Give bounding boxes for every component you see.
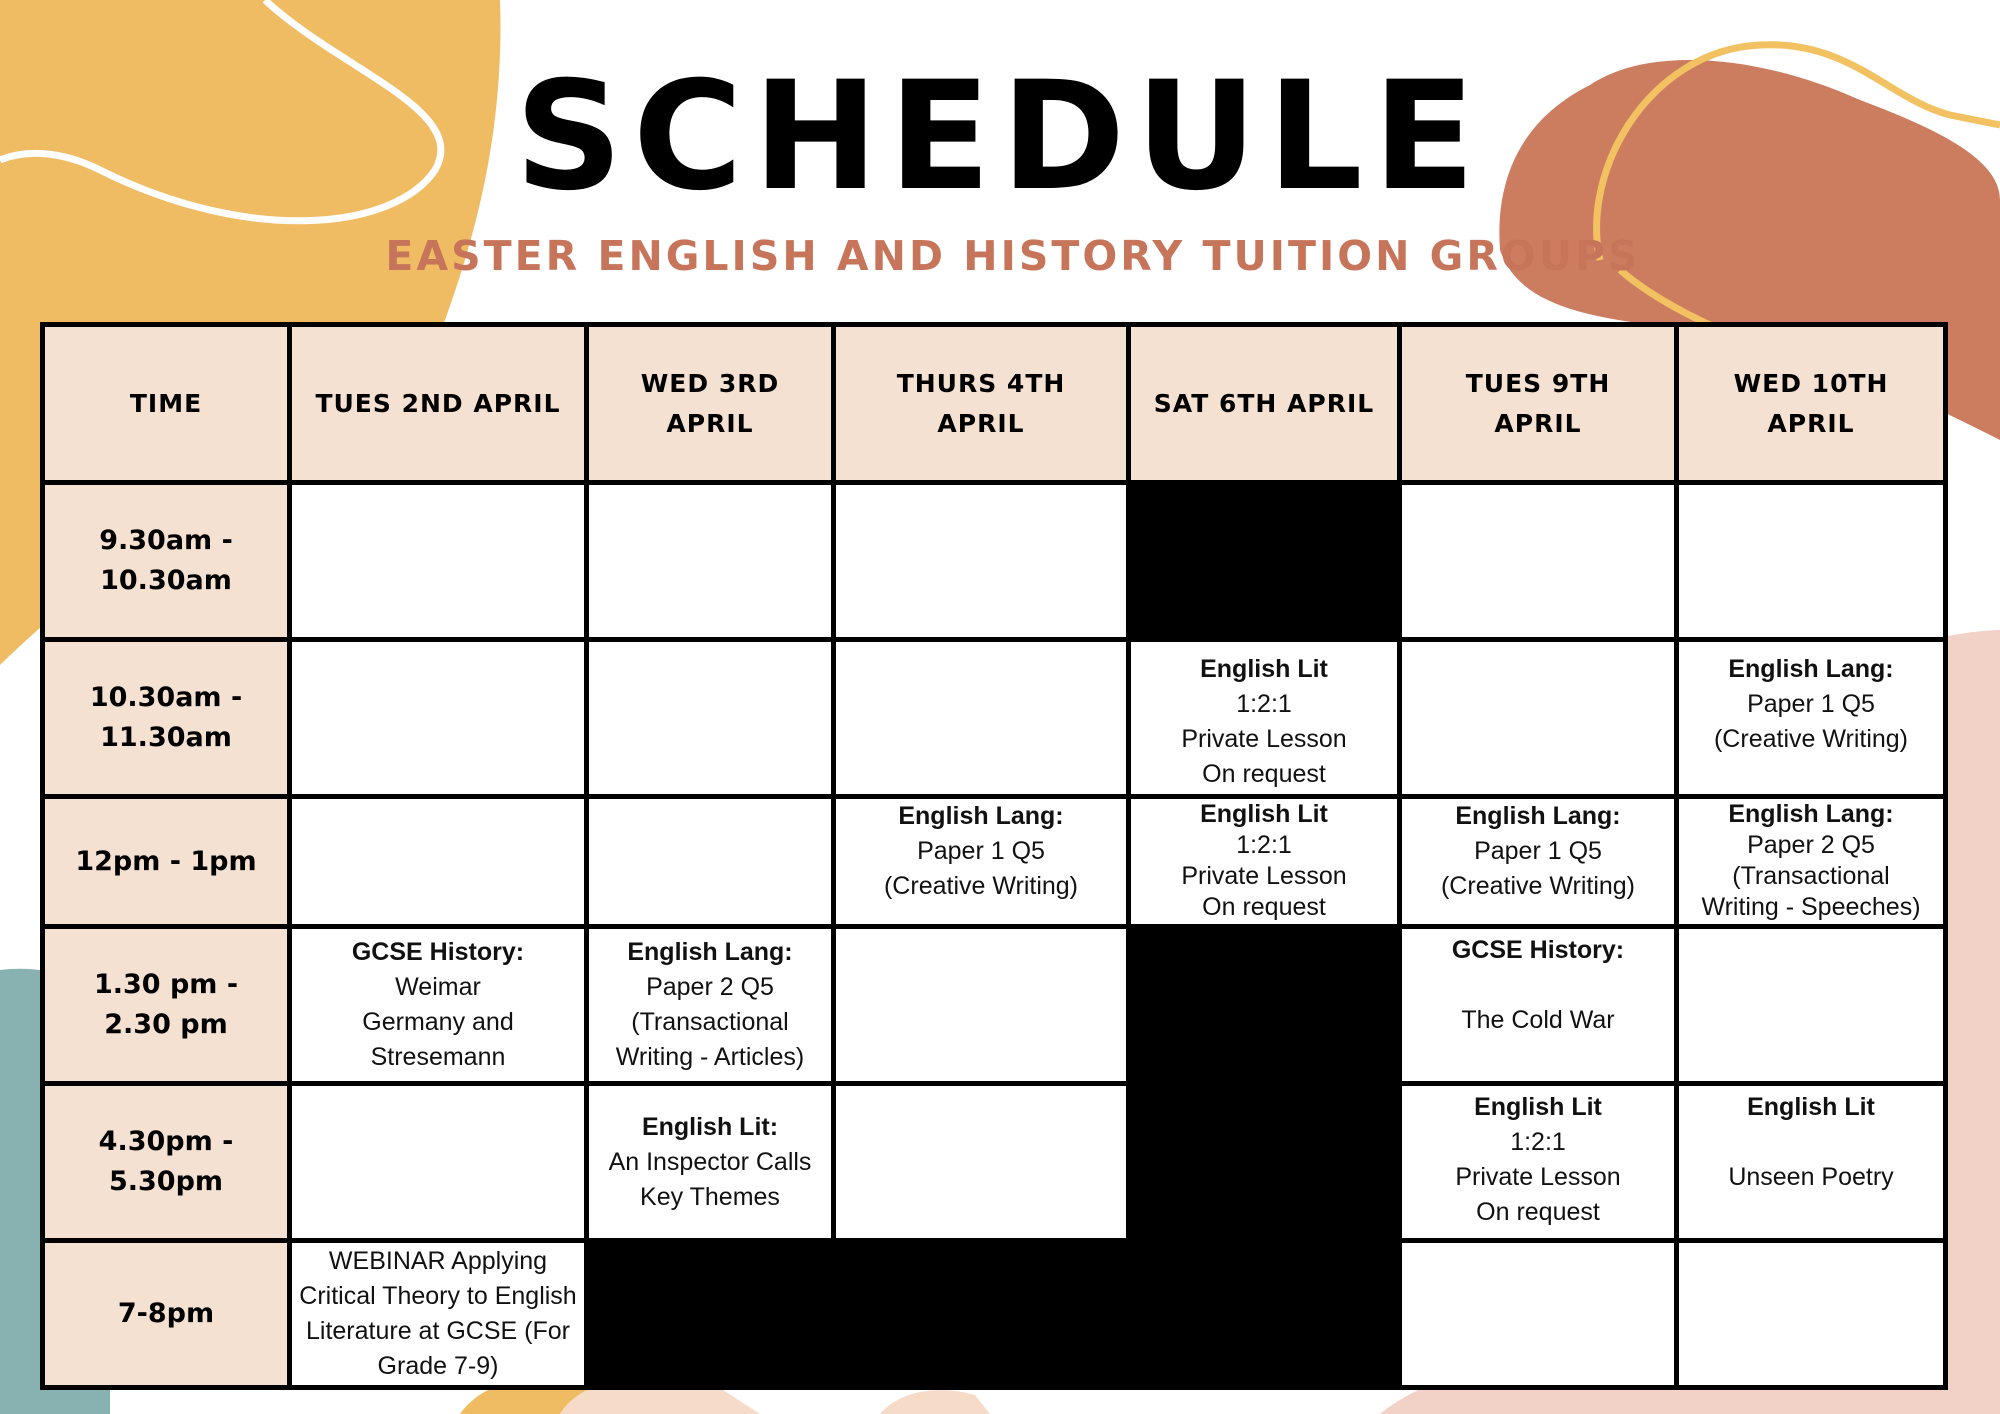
session-cell: English Lang: Paper 1 Q5 (Creative Writing) bbox=[1677, 640, 1946, 797]
header-day: WED 10TH APRIL bbox=[1677, 325, 1946, 483]
schedule-row bbox=[43, 797, 1946, 927]
header-day: TUES 2ND APRIL bbox=[290, 325, 587, 483]
blocked-slot bbox=[1129, 1241, 1400, 1388]
empty-slot bbox=[290, 483, 587, 640]
empty-slot bbox=[834, 927, 1129, 1084]
schedule-row bbox=[43, 483, 1946, 640]
header-day: THURS 4TH APRIL bbox=[834, 325, 1129, 483]
blocked-slot bbox=[1129, 1084, 1400, 1241]
schedule-row bbox=[43, 1084, 1946, 1241]
empty-slot bbox=[1400, 640, 1677, 797]
empty-slot bbox=[1400, 1241, 1677, 1388]
empty-slot bbox=[290, 797, 587, 927]
blocked-slot bbox=[834, 1241, 1129, 1388]
header-time: TIME bbox=[43, 325, 290, 483]
empty-slot bbox=[1677, 927, 1946, 1084]
time-slot: 10.30am - 11.30am bbox=[43, 640, 290, 797]
session-cell: English Lit Unseen Poetry bbox=[1677, 1084, 1946, 1241]
time-slot: 4.30pm - 5.30pm bbox=[43, 1084, 290, 1241]
time-slot: 12pm - 1pm bbox=[43, 797, 290, 927]
session-cell: English Lang: Paper 2 Q5 (Transactional Writing - Speeches) bbox=[1677, 797, 1946, 927]
session-cell: GCSE History: The Cold War bbox=[1400, 927, 1677, 1084]
session-cell: GCSE History: Weimar Germany and Stresemann bbox=[290, 927, 587, 1084]
empty-slot bbox=[834, 1084, 1129, 1241]
session-cell: WEBINAR Applying Critical Theory to English Literature at GCSE (For Grade 7-9) bbox=[290, 1241, 587, 1388]
blocked-slot bbox=[1129, 927, 1400, 1084]
session-cell: English Lit: An Inspector Calls Key Themes bbox=[587, 1084, 834, 1241]
schedule-row bbox=[43, 927, 1946, 1084]
session-cell: English Lit 1:2:1 Private Lesson On request bbox=[1129, 640, 1400, 797]
empty-slot bbox=[290, 1084, 587, 1241]
session-cell: English Lang: Paper 1 Q5 (Creative Writing) bbox=[1400, 797, 1677, 927]
session-cell: English Lit 1:2:1 Private Lesson On request bbox=[1400, 1084, 1677, 1241]
empty-slot bbox=[587, 483, 834, 640]
empty-slot bbox=[834, 483, 1129, 640]
schedule-table bbox=[40, 322, 1948, 1390]
empty-slot bbox=[834, 640, 1129, 797]
tan-shape-bottom bbox=[880, 1390, 990, 1414]
header-day: TUES 9TH APRIL bbox=[1400, 325, 1677, 483]
empty-slot bbox=[1677, 1241, 1946, 1388]
blocked-slot bbox=[587, 1241, 834, 1388]
schedule-row bbox=[43, 640, 1946, 797]
header-day: SAT 6TH APRIL bbox=[1129, 325, 1400, 483]
empty-slot bbox=[1400, 483, 1677, 640]
blocked-slot bbox=[1129, 483, 1400, 640]
session-cell: English Lang: Paper 2 Q5 (Transactional Writing - Articles) bbox=[587, 927, 834, 1084]
page-title: SCHEDULE bbox=[514, 50, 1486, 224]
page-subtitle: EASTER ENGLISH AND HISTORY TUITION GROUPS bbox=[385, 232, 1641, 280]
empty-slot bbox=[587, 640, 834, 797]
empty-slot bbox=[290, 640, 587, 797]
time-slot: 9.30am - 10.30am bbox=[43, 483, 290, 640]
time-slot: 1.30 pm - 2.30 pm bbox=[43, 927, 290, 1084]
empty-slot bbox=[587, 797, 834, 927]
header-day: WED 3RD APRIL bbox=[587, 325, 834, 483]
schedule-row bbox=[43, 1241, 1946, 1388]
session-cell: English Lang: Paper 1 Q5 (Creative Writing) bbox=[834, 797, 1129, 927]
empty-slot bbox=[1677, 483, 1946, 640]
time-slot: 7-8pm bbox=[43, 1241, 290, 1388]
session-cell: English Lit 1:2:1 Private Lesson On request bbox=[1129, 797, 1400, 927]
header-row bbox=[43, 325, 1946, 483]
